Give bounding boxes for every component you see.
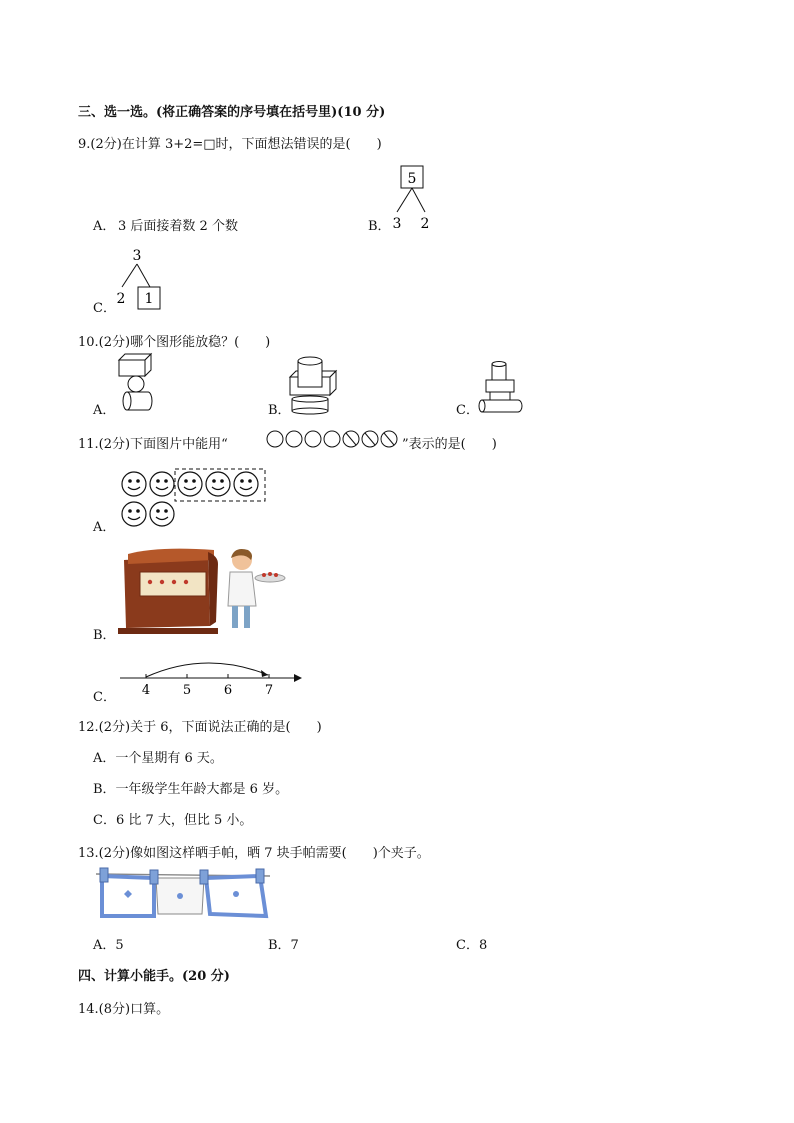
section-title: 四、计算小能手。(20 分) [78, 969, 230, 984]
numberline-tick-label: 6 [223, 683, 233, 698]
q9-option-b-label[interactable]: B． [368, 219, 391, 234]
question-12-stem: 12.(2分)关于 6，下面说法正确的是( ) [78, 720, 322, 735]
q13-handkerchiefs-on-line-illustration [96, 868, 272, 922]
q10-option-b-label[interactable]: B． [268, 403, 291, 418]
q9-option-a-text: 3 后面接着数 2 个数 [118, 219, 238, 234]
q9-b-left: 3 [392, 216, 402, 232]
q11-option-b-cake-cabinet-illustration [118, 548, 298, 636]
q9-option-a-label[interactable]: A． [93, 219, 116, 234]
q11-option-a-smiley-faces [120, 468, 270, 530]
q11-option-b-label[interactable]: B． [93, 628, 116, 643]
q11-option-c-number-line [118, 650, 308, 700]
q9-c-left: 2 [116, 291, 126, 307]
question-14-stem: 14.(8分)口算。 [78, 1002, 170, 1017]
question-10-stem: 10.(2分)哪个图形能放稳？( ) [78, 335, 271, 350]
smiley-icon [234, 472, 258, 496]
q10-option-a-cube-on-cylinder [115, 354, 160, 414]
question-9-stem: 9.(2分)在计算 3+2=□时，下面想法错误的是( ) [78, 137, 382, 152]
q9-option-c-decomposition-diagram [110, 245, 170, 315]
smiley-icon [122, 472, 146, 496]
numberline-tick-label: 7 [264, 683, 274, 698]
section-title: 三、选一选。(将正确答案的序号填在括号里)(10 分) [78, 105, 386, 120]
q9-c-top: 3 [132, 248, 142, 264]
question-13-stem: 13.(2分)像如图这样晒手帕，晒 7 块手帕需要( )个夹子。 [78, 846, 430, 861]
q12-option-a[interactable]: A．一个星期有 6 天。 [93, 751, 223, 766]
q9-b-right: 2 [420, 216, 430, 232]
q12-option-c[interactable]: C．6 比 7 大，但比 5 小。 [93, 813, 253, 828]
q10-option-c-stacked-shapes [478, 360, 528, 415]
smiley-icon [150, 472, 174, 496]
q11-circles-notation-icon [265, 428, 401, 450]
smiley-icon [178, 472, 202, 496]
q12-option-b[interactable]: B．一年级学生年龄大都是 6 岁。 [93, 782, 289, 797]
q11-option-c-label[interactable]: C． [93, 690, 116, 705]
smiley-icon [150, 502, 174, 526]
numberline-tick-label: 4 [141, 683, 151, 698]
q9-c-right: 1 [144, 291, 154, 307]
q9-option-b-decomposition-diagram [385, 162, 445, 232]
q13-option-c[interactable]: C．8 [456, 938, 488, 953]
q9-b-top: 5 [407, 171, 417, 187]
smiley-icon [206, 472, 230, 496]
q10-option-b-cylinder-stack [288, 355, 338, 415]
q10-option-a-label[interactable]: A． [93, 403, 116, 418]
q9-option-c-label[interactable]: C． [93, 301, 116, 316]
numberline-tick-label: 5 [182, 683, 192, 698]
q13-option-a[interactable]: A．5 [93, 938, 124, 953]
smiley-icon [122, 502, 146, 526]
q10-option-c-label[interactable]: C． [456, 403, 479, 418]
question-11-stem-prefix: 11.(2分)下面图片中能用“ [78, 437, 228, 452]
q13-option-b[interactable]: B．7 [268, 938, 299, 953]
question-11-stem-suffix: ”表示的是( ) [402, 437, 497, 452]
q11-option-a-label[interactable]: A． [93, 520, 116, 535]
